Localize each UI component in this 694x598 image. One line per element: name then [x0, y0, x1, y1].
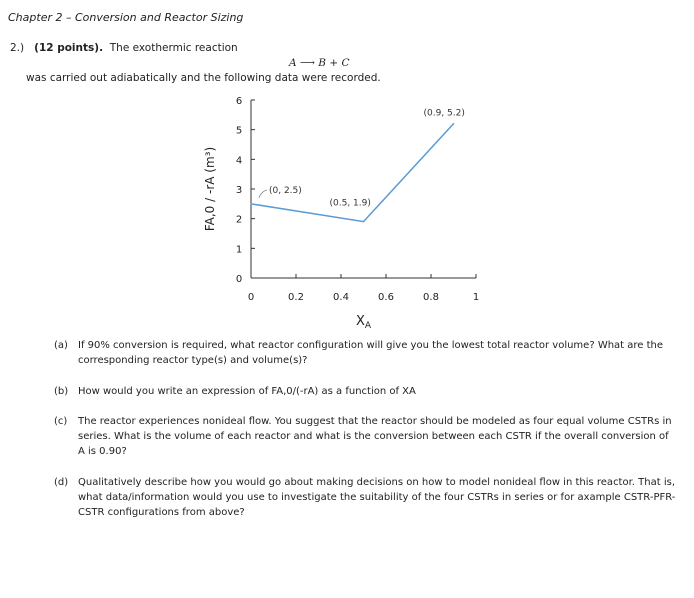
part-text: How would you write an expression of FA,0/(-rA) as a function of XA: [78, 386, 416, 397]
x-tick-label: 0.6: [378, 292, 394, 303]
question-line: [10, 42, 238, 54]
plot-area: [203, 96, 479, 331]
part-label: (a): [54, 340, 68, 351]
x-axis-label: $X_A$: [355, 314, 372, 331]
y-tick-label: 0: [235, 274, 243, 285]
page-header: Chapter 2 – Conversion and Reactor Sizing: [8, 11, 244, 24]
y-tick-label: 5: [235, 125, 243, 137]
y-tick-label: 4: [235, 155, 243, 167]
annotation-label: (0.5, 1.9): [329, 198, 371, 209]
question-number: 2.): [10, 42, 25, 54]
part-label: (d): [54, 477, 69, 488]
part-text: If 90% conversion is required, what reactor configuration will give you the lowest total reactor volume? What are the corresponding reactor type(s) and volume(s)?: [78, 340, 664, 366]
question-intro: The exothermic reaction: [109, 42, 238, 54]
data-point: [453, 123, 455, 125]
part-text: Qualitatively describe how you would go about making decisions on how to model nonideal flow in this reactor. That is, what data/information would you use to investigate the suitability of the four CSTRs in series or for axample CSTR-PFR-CSTR configurations from above?: [78, 477, 676, 518]
annotation-label: (0.9, 5.2): [423, 108, 465, 119]
question-points: (12 points).: [34, 42, 104, 54]
y-tick-label: 2: [235, 214, 243, 226]
y-tick-label: 3: [235, 185, 243, 196]
data-point: [363, 221, 365, 223]
x-tick-label: 0.4: [333, 292, 349, 303]
x-tick-label: 1: [472, 292, 480, 303]
y-axis-label: FA,0 / -rA (m³): [203, 146, 217, 232]
x-tick-label: 0.2: [288, 292, 304, 303]
part-text: The reactor experiences nonideal flow. You suggest that the reactor should be modeled as four equal volume CSTRs in series. What is the volume of each reactor and what is the conversion between each CSTR if the overall conversion of A is 0.90?: [78, 416, 672, 457]
part-label: (c): [54, 416, 68, 427]
part-label: (b): [54, 386, 69, 397]
data-point: [250, 203, 252, 205]
y-tick-label: 6: [235, 96, 243, 107]
chart: [196, 88, 496, 338]
x-tick-label: 0.8: [423, 292, 439, 303]
question-context: was carried out adiabatically and the following data were recorded.: [26, 72, 381, 84]
x-tick-label: 0: [247, 292, 255, 303]
annotation-leader: [259, 190, 267, 198]
annotation-label: (0, 2.5): [269, 185, 302, 196]
reaction-equation: A ⟶ B + C: [289, 57, 350, 69]
y-tick-label: 1: [235, 244, 243, 256]
